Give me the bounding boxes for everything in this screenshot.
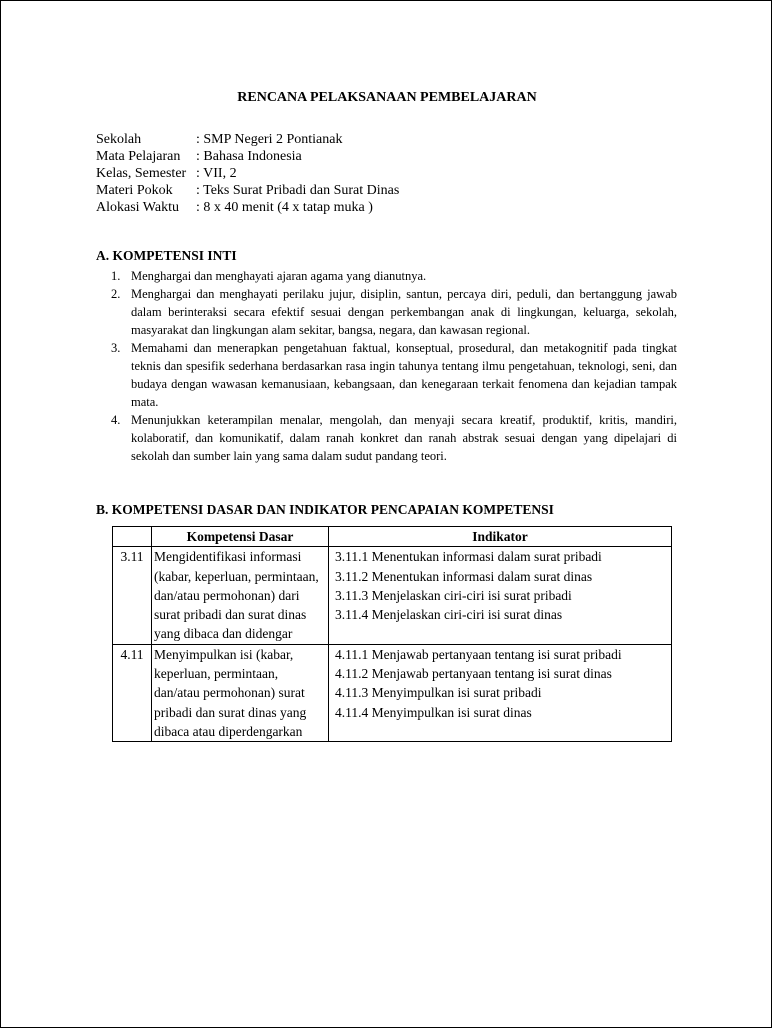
section-a-heading: A. KOMPETENSI INTI xyxy=(96,248,237,263)
table-row xyxy=(113,547,672,644)
kd-text: Mengidentifikasi informasi (kabar, keperluan, permintaan, dan/atau permohonan) dari surat pribadi dan surat dinas yang dibaca dan didengar xyxy=(152,547,329,644)
info-value: : 8 x 40 menit (4 x tatap muka ) xyxy=(196,200,373,215)
table-header-row xyxy=(113,527,672,547)
info-value: : Bahasa Indonesia xyxy=(196,149,302,164)
list-number: 2. xyxy=(111,287,121,301)
kompetensi-inti-list xyxy=(111,267,677,465)
info-value: : SMP Negeri 2 Pontianak xyxy=(196,132,343,147)
info-label: Materi Pokok xyxy=(96,183,173,198)
indicator-item: 4.11.2 Menjawab pertanyaan tentang isi surat dinas xyxy=(335,666,612,682)
indicator-item: 3.11.3 Menjelaskan ciri-ciri isi surat pribadi xyxy=(335,587,572,603)
indicator-item: 3.11.1 Menentukan informasi dalam surat pribadi xyxy=(335,549,602,565)
info-row xyxy=(96,131,399,148)
kd-text: Menyimpulkan isi (kabar, keperluan, permintaan, dan/atau permohonan) surat pribadi dan surat dinas yang dibaca atau diperdengarkan xyxy=(152,644,329,741)
indicator-item: 3.11.4 Menjelaskan ciri-ciri isi surat dinas xyxy=(335,607,563,623)
header-kompetensi-dasar: Kompetensi Dasar xyxy=(152,527,329,547)
list-text: Menunjukkan keterampilan menalar, mengolah, dan menyaji secara kreatif, produktif, kritis, mandiri, kolaboratif, dan komunikatif, dalam ranah konkret dan ranah abstrak sesuai dengan yang dipelajari di sekolah dan sumber lain yang sama dalam sudut pandang teori. xyxy=(131,413,677,463)
indicator-cell xyxy=(329,644,672,741)
list-number: 3. xyxy=(111,341,121,355)
info-label: Mata Pelajaran xyxy=(96,149,181,164)
list-number: 4. xyxy=(111,413,121,427)
info-row xyxy=(96,148,399,165)
indicator-item: 4.11.1 Menjawab pertanyaan tentang isi surat pribadi xyxy=(335,646,622,662)
info-block xyxy=(96,131,399,216)
info-label: Alokasi Waktu xyxy=(96,200,179,215)
table-row xyxy=(113,644,672,741)
info-value: : VII, 2 xyxy=(196,166,237,181)
document-title: RENCANA PELAKSANAAN PEMBELAJARAN xyxy=(237,90,537,105)
kd-number: 4.11 xyxy=(113,644,152,741)
header-indikator: Indikator xyxy=(329,527,672,547)
indicator-item: 4.11.4 Menyimpulkan isi surat dinas xyxy=(335,704,532,720)
list-item xyxy=(111,285,677,339)
list-item xyxy=(111,339,677,411)
indicator-item: 3.11.2 Menentukan informasi dalam surat dinas xyxy=(335,568,593,584)
info-label: Kelas, Semester xyxy=(96,166,187,181)
kd-number: 3.11 xyxy=(113,547,152,644)
kompetensi-table xyxy=(112,526,672,742)
list-number: 1. xyxy=(111,269,121,283)
section-b-heading: B. KOMPETENSI DASAR DAN INDIKATOR PENCAPAIAN KOMPETENSI xyxy=(96,502,554,517)
info-row xyxy=(96,182,399,199)
indicator-cell xyxy=(329,547,672,644)
info-value: : Teks Surat Pribadi dan Surat Dinas xyxy=(196,183,400,198)
list-text: Menghargai dan menghayati perilaku jujur, disiplin, santun, percaya diri, peduli, dan bertanggung jawab dalam berinteraksi secara efektif sesuai dengan perkembangan anak di lingkungan, keluarga, sekolah, masyarakat dan lingkungan alam sekitar, bangsa, negara, dan kawasan regional. xyxy=(131,287,677,337)
info-label: Sekolah xyxy=(96,132,142,147)
indicator-item: 4.11.3 Menyimpulkan isi surat pribadi xyxy=(335,685,542,701)
list-text: Menghargai dan menghayati ajaran agama yang dianutnya. xyxy=(131,269,427,283)
info-row xyxy=(96,199,399,216)
list-item xyxy=(111,411,677,465)
header-number-cell xyxy=(113,527,152,547)
list-text: Memahami dan menerapkan pengetahuan faktual, konseptual, prosedural, dan metakognitif pada tingkat teknis dan spesifik sederhana berdasarkan rasa ingin tahunya tentang ilmu pengetahuan, teknologi, seni, dan budaya dengan wawasan kemanusiaan, kebangsaan, dan kenegaraan terkait fenomena dan kejadian tampak mata. xyxy=(131,341,677,409)
list-item xyxy=(111,267,677,285)
info-row xyxy=(96,165,399,182)
